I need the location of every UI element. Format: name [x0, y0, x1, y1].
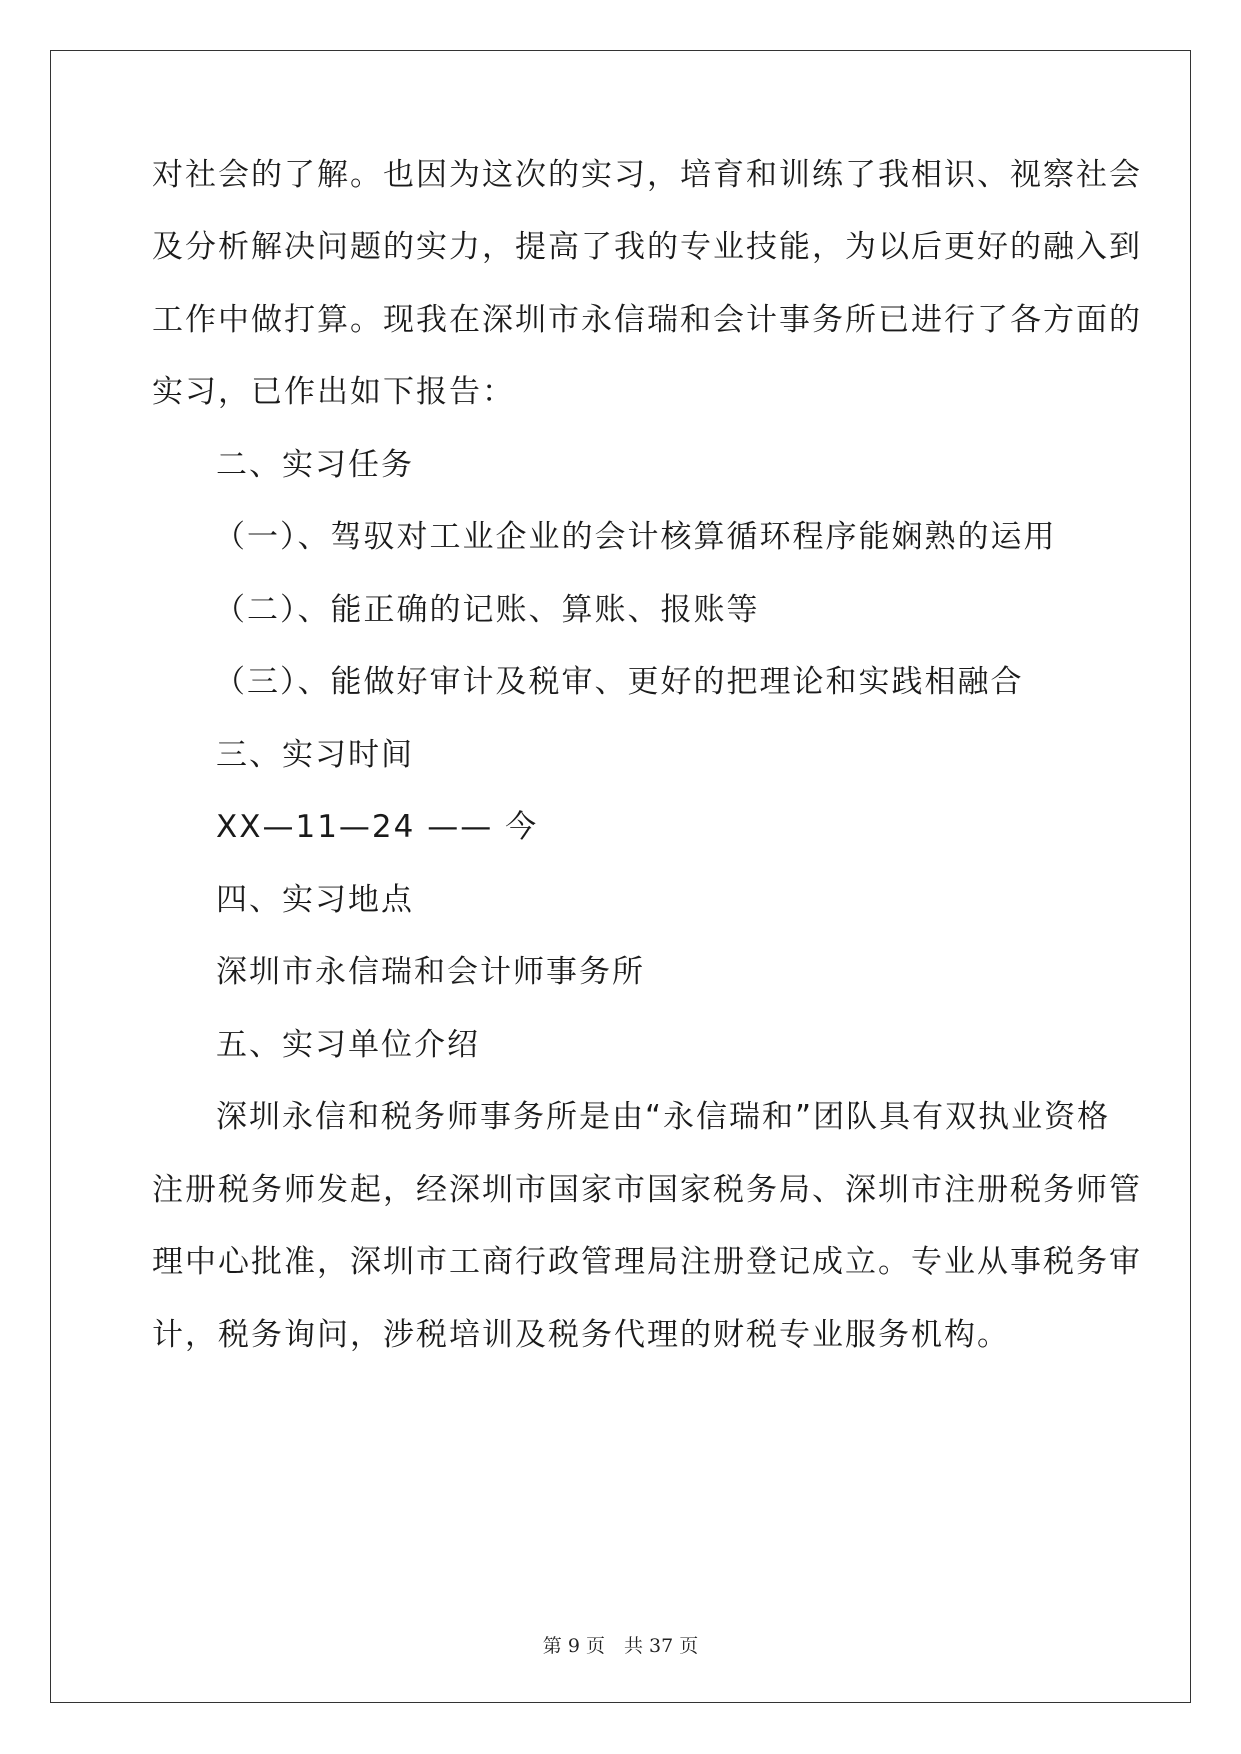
paragraph-line: 计，税务询问，涉税培训及税务代理的财税专业服务机构。: [152, 1317, 1010, 1353]
page-border: [50, 50, 1191, 1703]
paragraph-line: 工作中做打算。现我在深圳市永信瑞和会计事务所已进行了各方面的: [152, 302, 1142, 338]
page-number-footer: 第 9 页 共 37 页: [542, 1635, 699, 1657]
list-item: （二）、能正确的记账、算账、报账等: [214, 592, 760, 628]
paragraph-line: 实习，已作出如下报告：: [152, 374, 515, 410]
section-heading: 四、实习地点: [216, 882, 414, 918]
list-item: （一）、驾驭对工业企业的会计核算循环程序能娴熟的运用: [214, 519, 1057, 555]
location-text: 深圳市永信瑞和会计师事务所: [216, 954, 645, 990]
section-heading: 三、实习时间: [216, 737, 414, 773]
list-item: （三）、能做好审计及税审、更好的把理论和实践相融合: [214, 664, 1024, 700]
paragraph-line: 理中心批准，深圳市工商行政管理局注册登记成立。专业从事税务审: [152, 1244, 1142, 1280]
section-heading: 二、实习任务: [216, 447, 414, 483]
paragraph-line: 深圳永信和税务师事务所是由“永信瑞和”团队具有双执业资格: [216, 1099, 1111, 1135]
paragraph-line: 对社会的了解。也因为这次的实习，培育和训练了我相识、视察社会: [152, 157, 1142, 193]
date-range: XX—11—24 —— 今: [216, 809, 539, 845]
section-heading: 五、实习单位介绍: [216, 1027, 480, 1063]
paragraph-line: 注册税务师发起，经深圳市国家市国家税务局、深圳市注册税务师管: [152, 1172, 1142, 1208]
paragraph-line: 及分析解决问题的实力，提高了我的专业技能，为以后更好的融入到: [152, 229, 1142, 265]
